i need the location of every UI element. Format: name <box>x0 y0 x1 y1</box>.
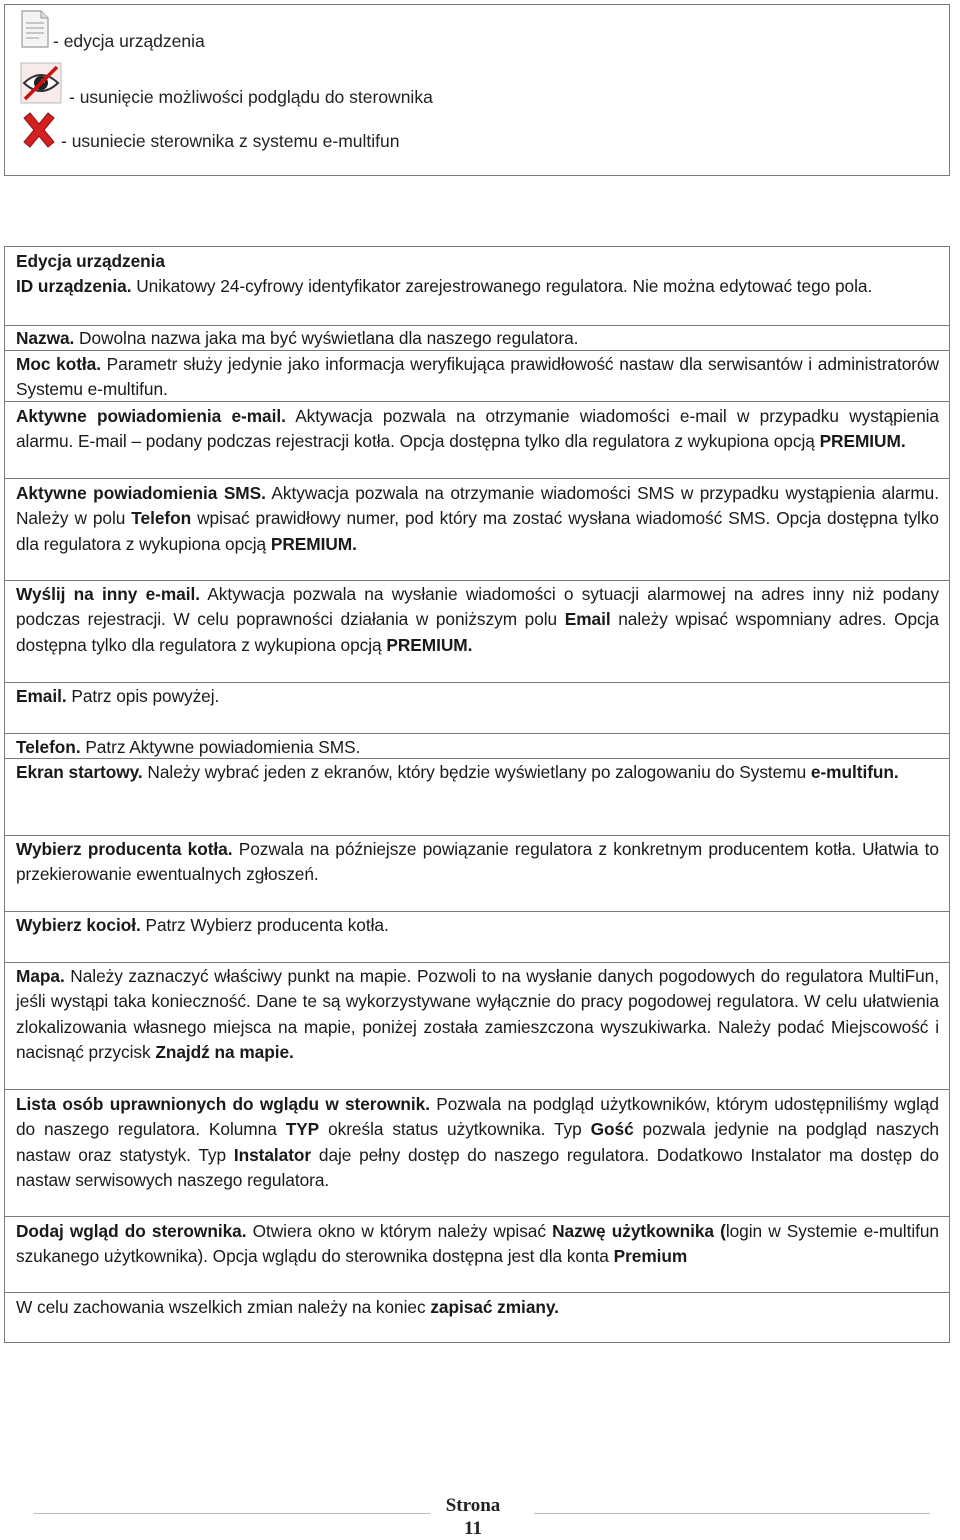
legend-row-hide <box>19 57 433 108</box>
section-sms-notifications <box>5 479 949 581</box>
legend-row-delete <box>19 107 399 152</box>
send-other-premium: PREMIUM. <box>386 634 473 655</box>
list-installer: Instalator <box>233 1144 312 1165</box>
page-number-value: 11 <box>464 1518 482 1539</box>
section-email <box>5 683 949 734</box>
page-number <box>442 1494 504 1540</box>
add-username: Nazwę użytkownika ( <box>552 1221 726 1241</box>
section-title: Edycja urządzenia <box>16 251 165 271</box>
section-boiler <box>5 912 949 963</box>
list-guest: Gość <box>590 1119 634 1140</box>
email-notif-premium: PREMIUM. <box>819 431 906 452</box>
section-authorized-list <box>5 1090 949 1217</box>
section-intro <box>5 247 949 326</box>
legend-edit-text: - edycja urządzenia <box>53 31 205 51</box>
device-edit-description-table <box>4 246 950 1343</box>
footer-rule-right <box>534 1513 930 1514</box>
page-word: Strona <box>445 1495 501 1516</box>
legend-row-edit <box>19 5 205 52</box>
map-description: Należy zaznaczyć właściwy punkt na mapie. Pozwoli to na wysłanie danych pogodowych do regulatora MultiFun, jeśli wystąpi taka konieczność. Dane te są wykorzystywane wyłącznie do pracy pogodowej regulatora. W celu ułatwienia zlokalizowania własnego miejsca na mapie, poniżej została zamieszczona wyszukiwarka. Należy podać Miejscowość i nacisnąć przycisk <box>16 966 939 1062</box>
email-label: Email. <box>16 686 67 706</box>
list-label: Lista osób uprawnionych do wglądu w sterownik. <box>16 1094 430 1114</box>
name-description: Dowolna nazwa jaka ma być wyświetlana dla naszego regulatora. <box>74 328 579 348</box>
red-x-delete-icon <box>19 110 59 150</box>
screen-emultifun: e-multifun. <box>810 762 899 782</box>
map-find-button-ref: Znajdź na mapie. <box>155 1041 294 1062</box>
list-description-1: Pozwala na podgląd użytkowników, którym udostępniliśmy wgląd do naszego regulatora. Kolumna <box>16 1094 939 1140</box>
section-boiler-power <box>5 351 949 402</box>
section-phone <box>5 734 949 759</box>
send-other-description-2: należy wpisać wspomniany adres. Opcja dostępna tylko dla regulatora z wykupiona opcją <box>16 609 939 655</box>
screen-description: Należy wybrać jeden z ekranów, który będzie wyświetlany po zalogowaniu do Systemu <box>142 762 811 782</box>
section-save <box>5 1293 949 1344</box>
map-label: Mapa. <box>16 966 65 986</box>
boiler-description: Patrz Wybierz producenta kotła. <box>140 915 389 935</box>
id-label: ID urządzenia. <box>16 276 132 297</box>
send-other-email-field: Email <box>564 609 611 630</box>
add-description-1: Otwiera okno w którym należy wpisać <box>246 1221 553 1241</box>
icon-legend <box>4 4 950 176</box>
sms-notif-phone: Telefon <box>131 508 192 529</box>
id-description: Unikatowy 24-cyfrowy identyfikator zarejestrowanego regulatora. Nie można edytować tego pola. <box>131 276 873 297</box>
section-add-access <box>5 1217 949 1293</box>
add-description-2: login w Systemie e-multifun szukanego użytkownika). Opcja wglądu do sterownika dostępna jest dla konta <box>16 1221 939 1267</box>
producer-description: Pozwala na późniejsze powiązanie regulatora z konkretnym producentem kotła. Ułatwia to przekierowanie ewentualnych zgłoszeń. <box>16 839 939 885</box>
section-name <box>5 326 949 351</box>
section-start-screen <box>5 759 949 836</box>
power-description: Parametr służy jedynie jako informacja weryfikująca prawidłowość nastaw dla serwisantów i administratorów Systemu e-multifun. <box>16 354 939 400</box>
name-label: Nazwa. <box>16 328 75 348</box>
footer-rule-left <box>34 1513 430 1514</box>
document-edit-icon <box>19 9 51 49</box>
power-label: Moc kotła. <box>16 354 101 374</box>
sms-notif-description-1: Aktywacja pozwala na otrzymanie wiadomości SMS w przypadku wystąpienia alarmu. Należy w polu <box>16 483 939 529</box>
section-producer <box>5 836 949 912</box>
list-description-2: określa status użytkownika. Typ <box>319 1119 591 1140</box>
sms-notif-label: Aktywne powiadomienia SMS. <box>16 483 266 503</box>
sms-notif-premium: PREMIUM. <box>270 533 357 554</box>
phone-label: Telefon. <box>16 737 81 757</box>
producer-label: Wybierz producenta kotła. <box>16 839 233 859</box>
section-map <box>5 963 949 1090</box>
section-send-other-email <box>5 581 949 683</box>
legend-delete-text: - usuniecie sterownika z systemu e-multifun <box>61 131 400 151</box>
eye-crossed-icon <box>19 61 63 105</box>
send-other-label: Wyślij na inny e-mail. <box>16 584 200 604</box>
list-description-4: daje pełny dostęp do naszego regulatora. Dodatkowo Instalator ma dostęp do nastaw serwisowych naszego regulatora. <box>16 1144 939 1190</box>
save-changes-ref: zapisać zmiany. <box>430 1297 559 1317</box>
email-notif-label: Aktywne powiadomienia e-mail. <box>16 406 286 426</box>
list-typ: TYP <box>285 1119 320 1140</box>
sms-notif-description-2: wpisać prawidłowy numer, pod który ma zostać wysłana wiadomość SMS. Opcja dostępna tylko dla regulatora z wykupiona opcją <box>16 508 939 554</box>
boiler-label: Wybierz kocioł. <box>16 915 141 935</box>
email-description: Patrz opis powyżej. <box>66 686 220 706</box>
send-other-description-1: Aktywacja pozwala na wysłanie wiadomości o sytuacji alarmowej na adres inny niż podany podczas rejestracji. W celu poprawności działania w poniższym polu <box>16 584 939 630</box>
list-description-3: pozwala jedynie na podgląd naszych nastaw oraz statystyk. Typ <box>16 1119 939 1165</box>
email-notif-description: Aktywacja pozwala na otrzymanie wiadomości e-mail w przypadku wystąpienia alarmu. E-mail – podany podczas rejestracji kotła. Opcja dostępna tylko dla regulatora z wykupiona opcją <box>16 406 939 452</box>
add-premium: Premium <box>613 1246 688 1267</box>
add-label: Dodaj wgląd do sterownika. <box>16 1221 247 1241</box>
phone-description: Patrz Aktywne powiadomienia SMS. <box>80 737 361 757</box>
screen-label: Ekran startowy. <box>16 762 143 782</box>
legend-hide-text: - usunięcie możliwości podglądu do sterownika <box>69 87 433 107</box>
save-description: W celu zachowania wszelkich zmian należy na koniec <box>16 1297 431 1317</box>
section-email-notifications <box>5 402 949 479</box>
